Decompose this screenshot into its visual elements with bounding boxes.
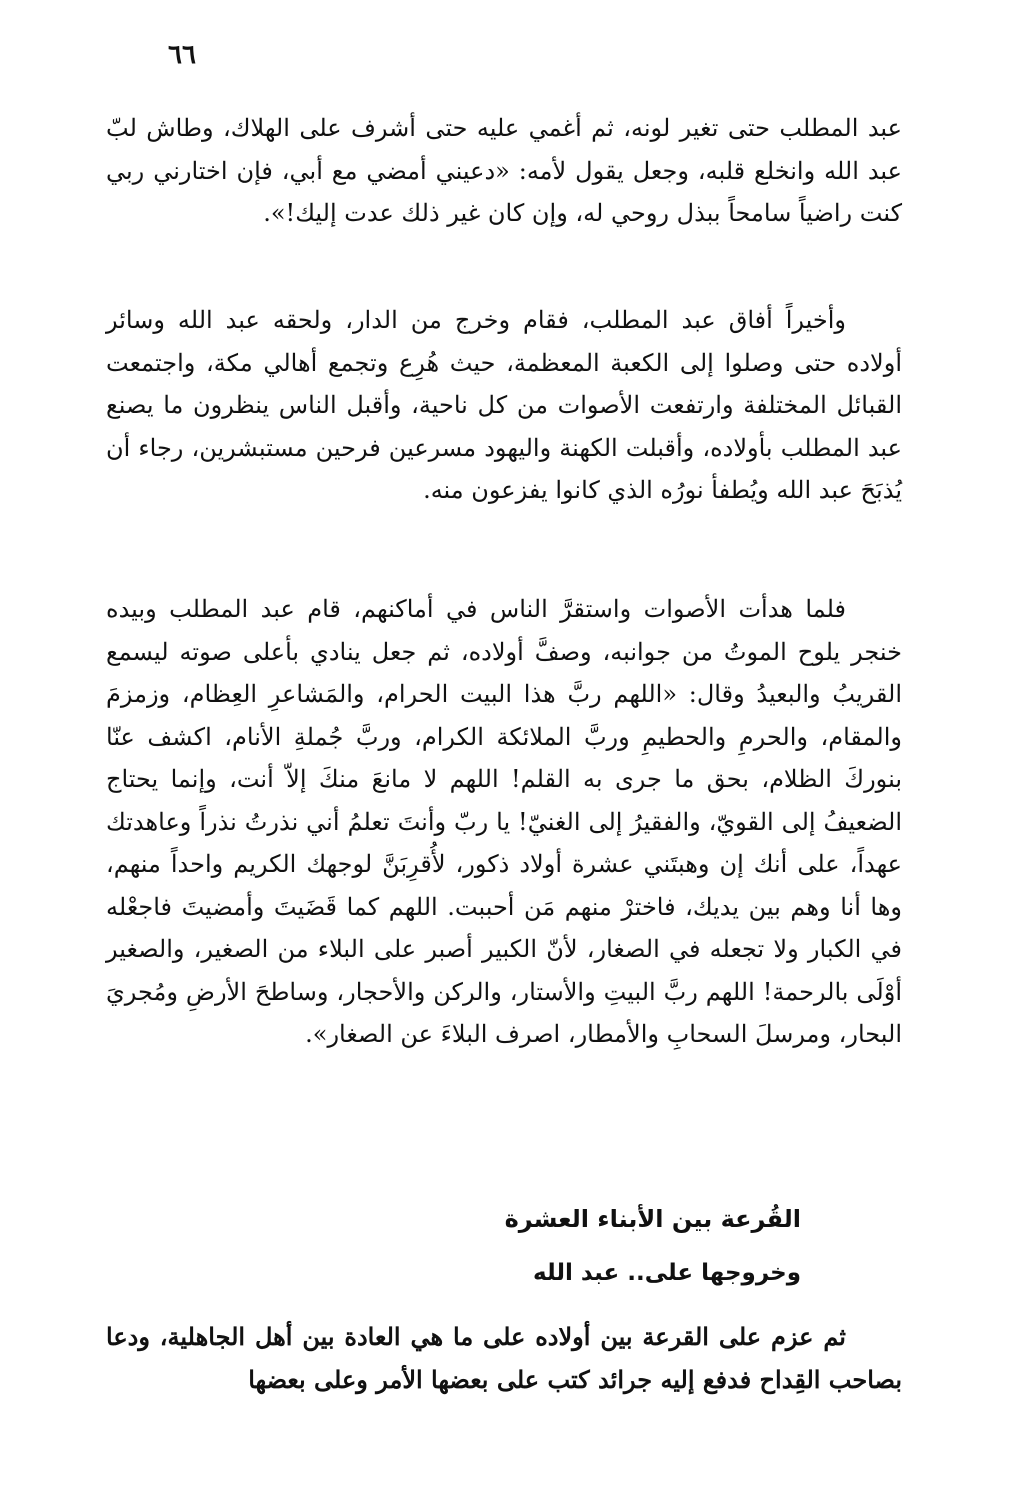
section-heading-line-1: القُرعة بين الأبناء العشرة [504,1205,801,1233]
paragraph-2 [106,299,902,512]
paragraph-3 [106,588,902,1056]
paragraph-text: ثم عزم على القرعة بين أولاده على ما هي العادة بين أهل الجاهلية، ودعا بصاحب القِداح فدفع إليه جرائد كتب على بعضها الأمر وعلى بعضها [106,1322,902,1394]
paragraph-text: وأخيراً أفاق عبد المطلب، فقام وخرج من الدار، ولحقه عبد الله وسائر أولاده حتى وصلوا إلى الكعبة المعظمة، حيث هُرِع وتجمع أهالي مكة، واجتمعت القبائل المختلفة وارتفعت الأصوات من كل ناحية، وأقبل الناس ينظرون ما يصنع عبد المطلب بأولاده، وأقبلت الكهنة واليهود مسرعين فرحين مستبشرين، رجاء أن يُذبَحَ عبد الله ويُطفأ نورُه الذي كانوا يفزعون منه. [106,306,902,504]
paragraph-text: فلما هدأت الأصوات واستقرَّ الناس في أماكنهم، قام عبد المطلب وبيده خنجر يلوح الموتُ من جوانبه، وصفَّ أولاده، ثم جعل ينادي بأعلى صوته ليسمع القريبُ والبعيدُ وقال: «اللهم ربَّ هذا البيت الحرام، والمَشاعرِ العِظام، وزمزمَ والمقام، والحرمِ والحطيمِ وربَّ الملائكة الكرام، وربَّ جُملةِ الأنام، اكشف عنّا بنوركَ الظلام، بحق ما جرى به القلم! اللهم لا مانعَ منكَ إلاّ أنت، وإنما يحتاج الضعيفُ إلى القويّ، والفقيرُ إلى الغنيّ! يا ربّ وأنتَ تعلمُ أني نذرتُ نذراً وعاهدتك عهداً، على أنك إن وهبتَني عشرة أولاد ذكور، لأُقرِبَنَّ لوجهك الكريم واحداً منهم، وها أنا وهم بين يديك، فاخترْ منهم مَن أحببت. اللهم كما قَضَيتَ وأمضيتَ فاجعْله في الكبار ولا تجعله في الصغار، لأنّ الكبير أصبر على البلاء من الصغير، والصغير أوْلَى بالرحمة! اللهم ربَّ البيتِ والأستار، والركن والأحجار، وساطحَ الأرضِ ومُجريَ البحار، ومرسلَ السحابِ والأمطار، اصرف البلاءَ عن الصغار». [106,595,902,1048]
paragraph-1 [106,107,902,235]
paragraph-4 [106,1316,902,1401]
page-number: ٦٦ [168,40,196,70]
section-heading-line-2: وخروجها على.. عبد الله [533,1260,801,1286]
paragraph-text: عبد المطلب حتى تغير لونه، ثم أغمي عليه حتى أشرف على الهلاك، وطاش لبّ عبد الله وانخلع قلبه، وجعل يقول لأمه: «دعيني أمضي مع أبي، فإن اختارني ربي كنت راضياً سامحاً ببذل روحي له، وإن كان غير ذلك عدت إليك!». [106,114,902,227]
